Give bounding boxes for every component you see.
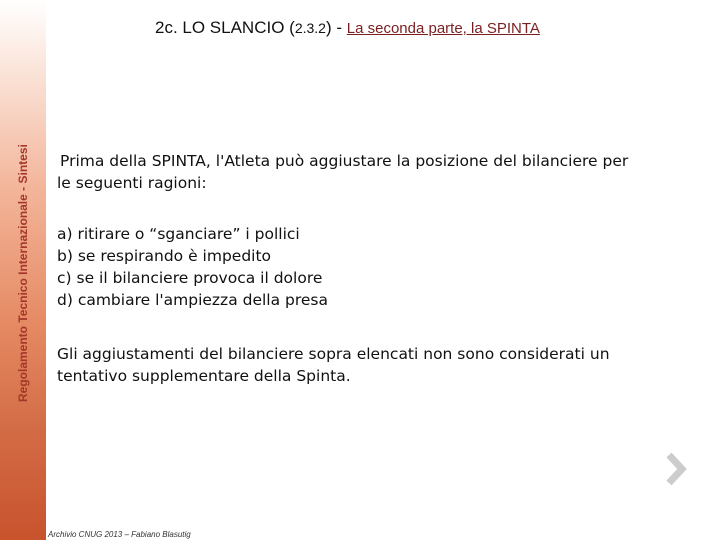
title-link[interactable]: La seconda parte, la SPINTA [346,20,540,37]
list-item: b) se respirando è impedito [57,247,272,265]
note-paragraph [57,343,677,387]
intro-line-1: Prima della SPINTA, l'Atleta può aggiustare la posizione del bilanciere per [60,152,629,170]
chevron-right-icon[interactable] [664,452,688,486]
footer-credit: Archivio CNUG 2013 – Fabiano Blasutig [48,530,191,539]
list-item: d) cambiare l'ampiezza della presa [57,291,329,309]
title-prefix: 2c. LO SLANCIO ( [155,18,295,37]
title-rule-code: 2.3.2 [294,20,326,36]
note-line-2: tentativo supplementare della Spinta. [57,367,351,385]
list-item: a) ritirare o “sganciare” i pollici [57,225,300,243]
slide-title [155,18,540,38]
intro-line-2: le seguenti ragioni: [57,174,207,192]
intro-paragraph [57,150,677,194]
sidebar-vertical-label: Regolamento Tecnico Internazionale - Sintesi [16,144,30,402]
title-mid: ) - [325,18,347,37]
list-item: c) se il bilanciere provoca il dolore [57,269,323,287]
note-line-1: Gli aggiustamenti del bilanciere sopra elencati non sono considerati un [57,345,610,363]
reasons-list [57,223,677,311]
